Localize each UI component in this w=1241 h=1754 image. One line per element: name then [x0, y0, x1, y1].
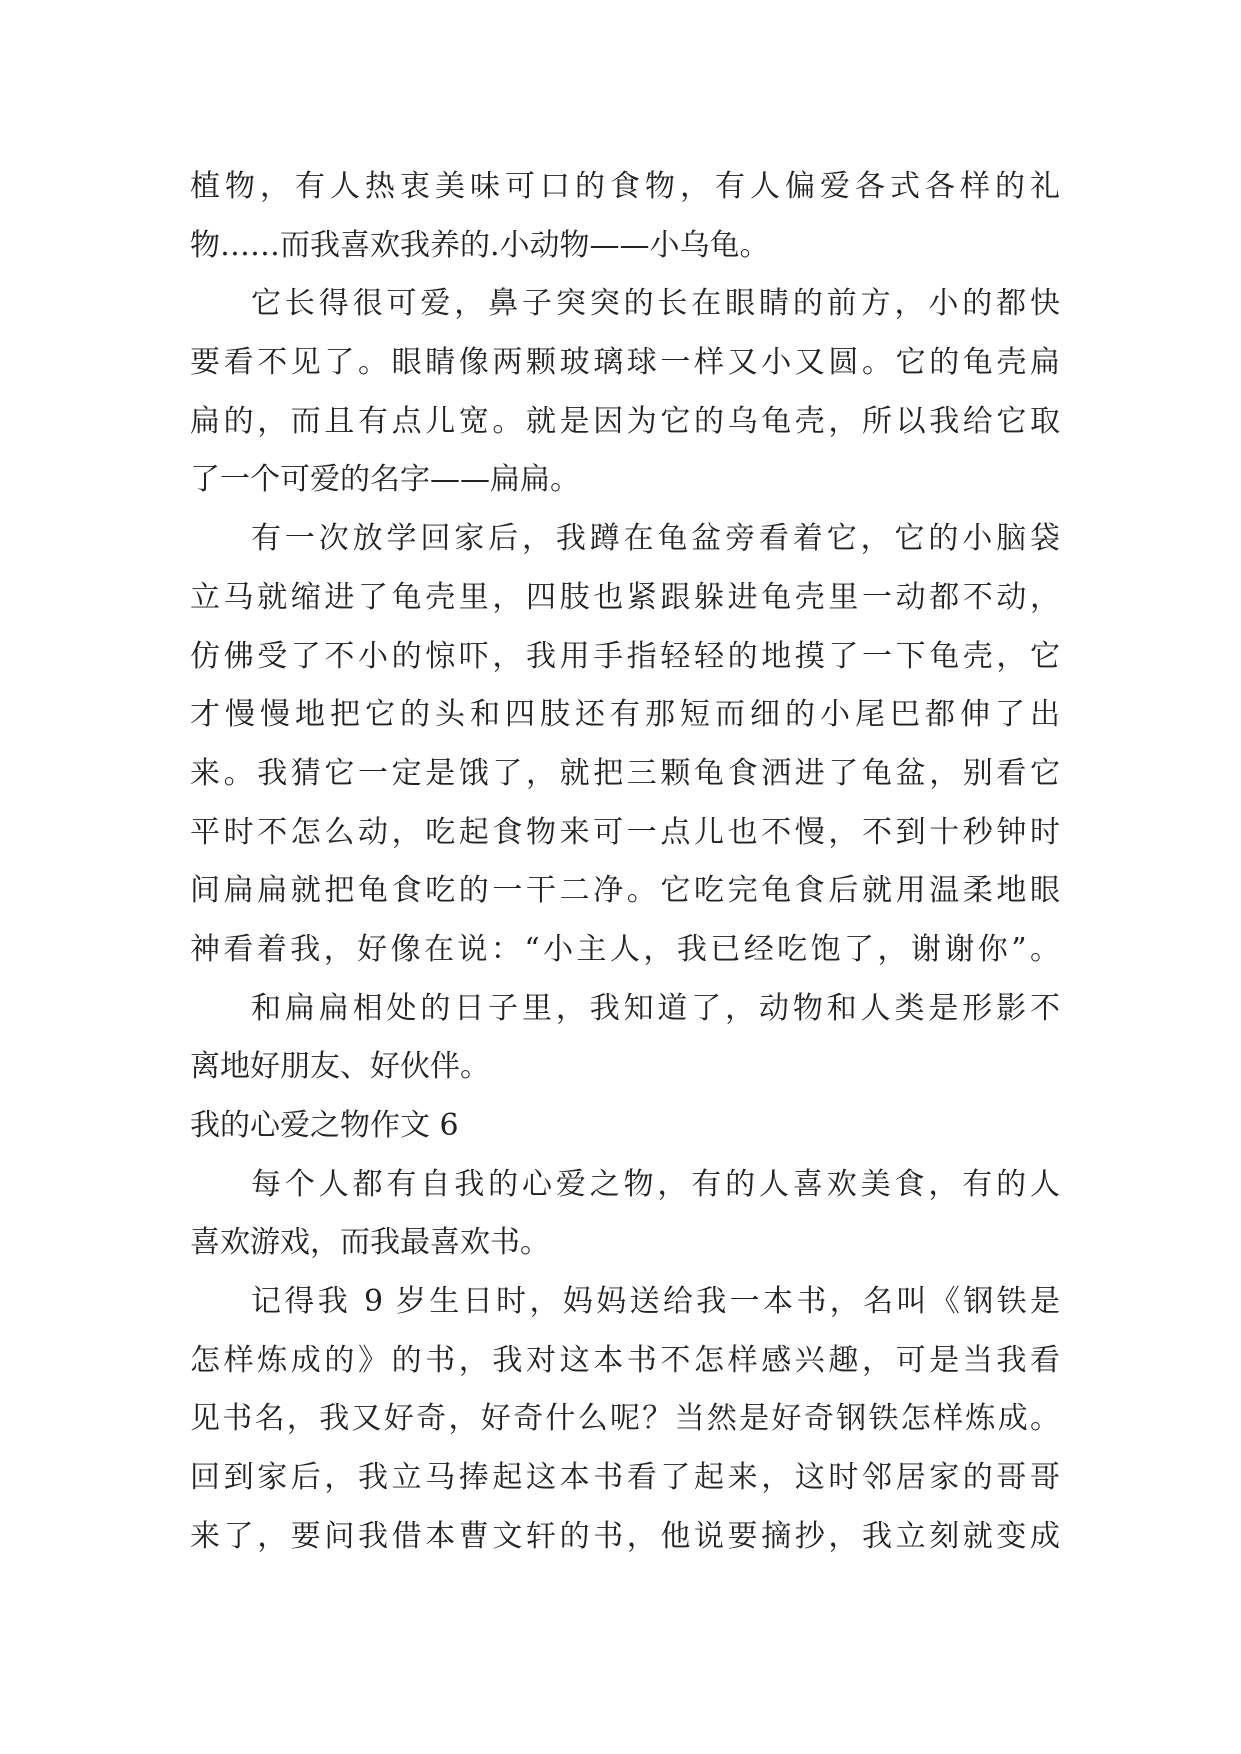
text-line: 间扁扁就把龟食吃的一干二净。它吃完龟食后就用温柔地眼	[190, 873, 1060, 909]
paragraph-start-line: 记得我 9 岁生日时，妈妈送给我一本书，名叫《钢铁是	[251, 1284, 1060, 1320]
section-heading: 我的心爱之物作文 6	[190, 1108, 459, 1143]
text-line: 要看不见了。眼睛像两颗玻璃球一样又小又圆。它的龟壳扁	[190, 345, 1060, 381]
text-line: 平时不怎么动，吃起食物来可一点儿也不慢，不到十秒钟时	[190, 814, 1060, 850]
paragraph-start-line: 有一次放学回家后，我蹲在龟盆旁看着它，它的小脑袋	[251, 521, 1060, 557]
text-line: 才慢慢地把它的头和四肢还有那短而细的小尾巴都伸了出	[190, 697, 1060, 733]
text-line: 立马就缩进了龟壳里，四肢也紧跟躲进龟壳里一动都不动，	[190, 579, 1060, 615]
text-line: 离地好朋友、好伙伴。	[190, 1049, 490, 1085]
text-line: 了一个可爱的名字——扁扁。	[190, 462, 580, 498]
text-line: 来了，要问我借本曹文轩的书，他说要摘抄，我立刻就变成	[190, 1518, 1060, 1554]
text-line: 扁的，而且有点儿宽。就是因为它的乌龟壳，所以我给它取	[190, 403, 1060, 439]
text-line: 怎样炼成的》的书，我对这本书不怎样感兴趣，可是当我看	[190, 1342, 1060, 1378]
paragraph-start-line: 和扁扁相处的日子里，我知道了，动物和人类是形影不	[251, 990, 1060, 1026]
text-line: 物……而我喜欢我养的.小动物——小乌龟。	[190, 227, 770, 263]
text-line: 回到家后，我立马捧起这本书看了起来，这时邻居家的哥哥	[190, 1460, 1060, 1496]
text-line: 见书名，我又好奇，好奇什么呢？当然是好奇钢铁怎样炼成。	[190, 1401, 1060, 1437]
document-body	[190, 158, 1060, 1567]
paragraph-start-line: 每个人都有自我的心爱之物，有的人喜欢美食，有的人	[251, 1166, 1060, 1202]
text-line: 仿佛受了不小的惊吓，我用手指轻轻的地摸了一下龟壳，它	[190, 638, 1060, 674]
text-line: 喜欢游戏，而我最喜欢书。	[190, 1225, 550, 1261]
text-line: 植物，有人热衷美味可口的食物，有人偏爱各式各样的礼	[190, 169, 1060, 204]
paragraph-start-line: 它长得很可爱，鼻子突突的长在眼睛的前方，小的都快	[251, 286, 1060, 322]
text-line: 来。我猜它一定是饿了，就把三颗龟食洒进了龟盆，别看它	[190, 755, 1060, 791]
text-line: 神看着我，好像在说：“小主人，我已经吃饱了，谢谢你”。	[190, 931, 1060, 967]
